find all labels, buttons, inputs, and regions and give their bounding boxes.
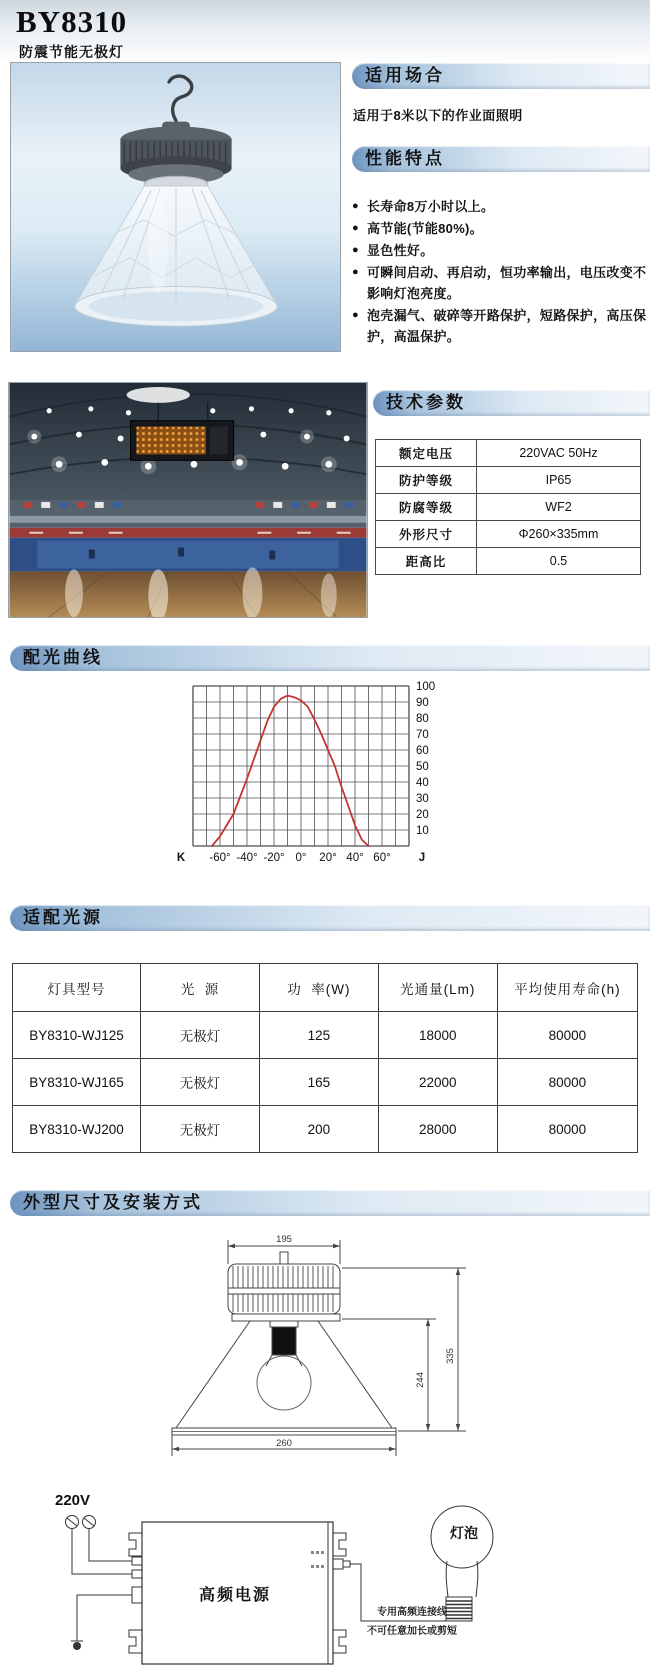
light-source-table [12,963,638,1153]
param-label: 额定电压 [376,440,477,467]
section-header-distribution [10,645,650,671]
column-header: 功 率(W) [259,964,378,1012]
feature-item: ● 可瞬间启动、再启动，恒功率输出，电压改变不影响灯泡亮度。 [352,262,648,304]
cell-flux: 28000 [378,1106,497,1153]
cell-life: 80000 [497,1012,637,1059]
table-row [13,1059,638,1106]
cell-model: BY8310-WJ125 [13,1012,141,1059]
svg-text:40°: 40° [346,852,364,864]
cell-power: 165 [259,1059,378,1106]
section-heading: 配光曲线 [23,648,103,667]
application-photo [8,382,368,618]
dim-body-height: 244 [415,1372,426,1388]
tech-params-table [375,439,641,575]
svg-text:20: 20 [416,809,429,822]
section-heading: 适用场合 [365,66,445,85]
feature-item: ● 显色性好。 [352,240,648,261]
cell-source: 无极灯 [141,1012,260,1059]
svg-text:60: 60 [416,745,429,758]
cell-source: 无极灯 [141,1059,260,1106]
table-row [376,440,641,467]
output-terminal-marks [311,1551,324,1568]
screw-terminal-icon [66,1516,96,1529]
param-label: 防护等级 [376,467,477,494]
table-row [376,521,641,548]
cell-life: 80000 [497,1106,637,1153]
dim-overall-height: 335 [445,1348,456,1364]
dim-top-width: 195 [276,1234,292,1245]
param-value: IP65 [476,467,640,494]
section-heading: 适配光源 [23,908,103,927]
dim-bottom-width: 260 [276,1438,292,1449]
page-title: BY8310 [16,4,128,39]
svg-text:J: J [418,852,426,864]
column-header: 平均使用寿命(h) [497,964,637,1012]
svg-text:0°: 0° [295,852,307,864]
param-value: 0.5 [476,548,640,575]
section-heading: 性能特点 [365,149,445,168]
table-header-row [13,964,638,1012]
table-row [13,1012,638,1059]
cable-note-line1: 专用高频连接线 [377,1607,447,1618]
column-header: 光通量(Lm) [378,964,497,1012]
section-header-dimensions [10,1190,650,1216]
feature-item: ● 泡壳漏气、破碎等开路保护，短路保护，高压保护，高温保护。 [352,305,648,347]
cell-flux: 18000 [378,1012,497,1059]
section-header-occasions [352,63,650,89]
svg-text:60°: 60° [373,852,391,864]
product-photo-image [11,63,340,351]
feature-item: ● 长寿命8万小时以上。 [352,196,648,217]
svg-text:70: 70 [416,729,429,742]
occasions-text: 适用于8米以下的作业面照明 [353,108,523,123]
cell-model: BY8310-WJ165 [13,1059,141,1106]
svg-text:100: 100 [416,681,436,694]
dimension-drawing [120,1228,480,1468]
param-label: 防腐等级 [376,494,477,521]
svg-text:K: K [176,852,186,864]
section-header-light-sources [10,905,650,931]
svg-text:90: 90 [416,697,429,710]
svg-text:-20°: -20° [263,852,285,864]
section-header-tech-params [373,390,650,416]
page-subtitle: 防震节能无极灯 [19,44,124,60]
gymnasium-image [9,383,367,617]
bulb-label: 灯泡 [450,1525,478,1541]
cell-power: 125 [259,1012,378,1059]
svg-text:40: 40 [416,777,429,790]
svg-text:10: 10 [416,825,429,838]
voltage-label: 220V [55,1492,91,1509]
table-row [13,1106,638,1153]
feature-item: ● 高节能(节能80%)。 [352,218,648,239]
table-row [376,494,641,521]
cell-power: 200 [259,1106,378,1153]
svg-text:80: 80 [416,713,429,726]
column-header: 光 源 [141,964,260,1012]
cell-flux: 22000 [378,1059,497,1106]
param-label: 距高比 [376,548,477,575]
svg-text:30: 30 [416,793,429,806]
feature-list [352,196,648,348]
svg-text:50: 50 [416,761,429,774]
svg-text:20°: 20° [319,852,337,864]
param-value: 220VAC 50Hz [476,440,640,467]
svg-text:-40°: -40° [236,852,258,864]
product-photo [10,62,341,352]
section-heading: 外型尺寸及安装方式 [23,1193,203,1212]
param-value: WF2 [476,494,640,521]
section-header-features [352,146,650,172]
table-row [376,467,641,494]
param-label: 外形尺寸 [376,521,477,548]
cell-model: BY8310-WJ200 [13,1106,141,1153]
column-header: 灯具型号 [13,964,141,1012]
section-heading: 技术参数 [386,393,466,412]
cell-life: 80000 [497,1059,637,1106]
distribution-chart [168,678,468,878]
param-value: Φ260×335mm [476,521,640,548]
cell-source: 无极灯 [141,1106,260,1153]
psu-label: 高频电源 [198,1587,272,1604]
table-row [376,548,641,575]
cable-note-line2: 不可任意加长或剪短 [367,1626,457,1637]
svg-text:-60°: -60° [209,852,231,864]
wiring-diagram [15,1475,635,1675]
